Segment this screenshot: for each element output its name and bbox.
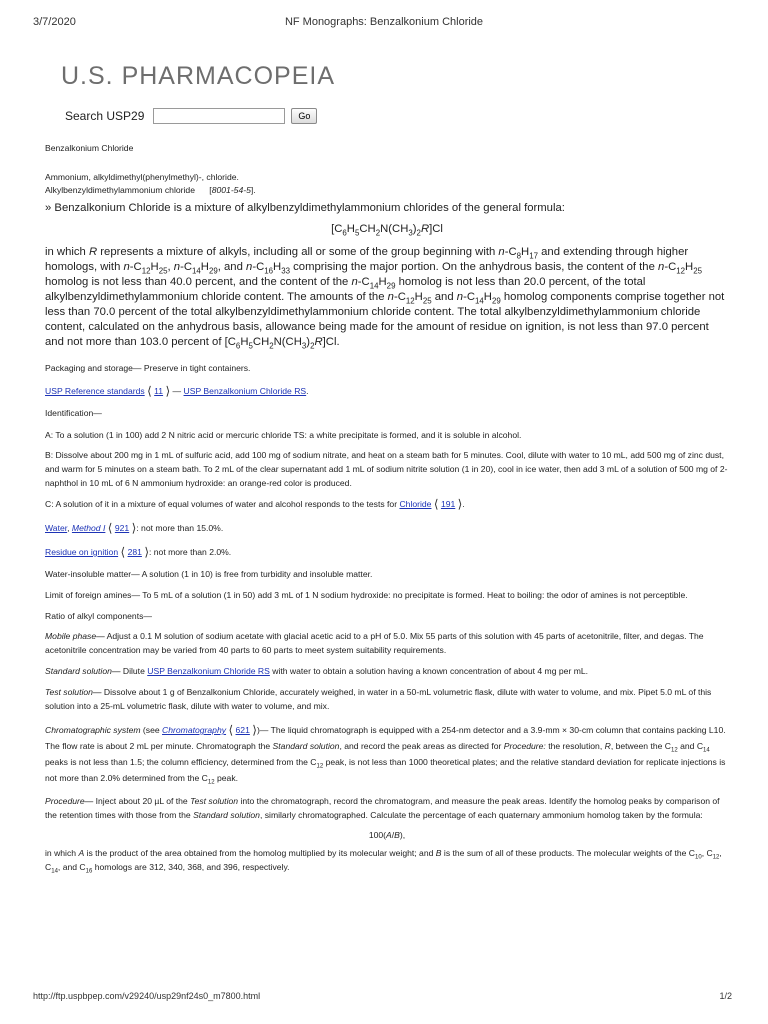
chapter-921-link[interactable]: 921: [114, 523, 130, 533]
limit-foreign-amines: Limit of foreign amines— To 5 mL of a solution (1 in 50) add 3 mL of 1 N sodium hydroxide: no precipitate is formed. Heat to boiling: the odor of amines is not perceptible.: [45, 590, 688, 600]
test-solution: Test solution— Dissolve about 1 g of Benzalkonium Chloride, accurately weighed, in water in a 50-mL volumetric flask, dilute with water to volume, and mix. Pipet 5.0 mL of this solution into a 25-mL volumetric flask, dilute with water to volume, and mix.: [45, 687, 712, 711]
procedure: Procedure— Inject about 20 µL of the Test solution into the chromatograph, record the chromatogram, and measure the peak areas. Identify the homolog peaks by comparison of the retention times with those from the Standard solution, similarly chromatographed. Calculate the percentage of each quaternary ammonium homolog taken by the formula:: [45, 796, 720, 820]
packaging-storage: Packaging and storage— Preserve in tight containers.: [45, 363, 251, 373]
identification-c: C: A solution of it in a mixture of equal volumes of water and alcohol responds to the tests for Chloride ⟨ 191 ⟩.: [45, 497, 465, 511]
water-insoluble-matter: Water-insoluble matter— A solution (1 in 10) is free from turbidity and insoluble matter.: [45, 569, 373, 579]
reference-standards: USP Reference standards ⟨ 11 ⟩ — USP Benzalkonium Chloride RS.: [45, 384, 309, 398]
identification-heading: Identification—: [45, 408, 102, 418]
synonym-2: Alkylbenzyldimethylammonium chloride: [45, 185, 195, 195]
mobile-phase: Mobile phase— Adjust a 0.1 M solution of sodium acetate with glacial acetic acid to a pH of 5.0. Mix 55 parts of this solution with 45 parts of acetonitrile, filter, and degas. The acetonitrile concentration may be varied from 40 parts to 60 parts to meet system suitability requirements.: [45, 631, 704, 655]
chloride-link[interactable]: Chloride: [399, 499, 432, 509]
chemical-names: Ammonium, alkyldimethyl(phenylmethyl)-, chloride. Alkylbenzyldimethylammonium chloride [8001-54-5].: [45, 172, 256, 195]
cas-number: 8001-54-5: [211, 185, 251, 195]
page-number: 1/2: [719, 991, 732, 1001]
ratio-heading: Ratio of alkyl components—: [45, 611, 152, 621]
general-formula: $[C_6H_5CH_2N(CH_3)_2R]Cl$: [331, 223, 443, 238]
percentage-formula: 100(A/B),: [368, 830, 406, 840]
chapter-11-link[interactable]: 11: [154, 386, 164, 396]
chromatographic-system: Chromatographic system (see Chromatography ⟨ 621 ⟩)— The liquid chromatograph is equipped with a 254-nm detector and a 3.9-mm × 30-cm column that contains packing L10. The flow rate is about 2 mL per minute. Chromatograph the Standard solution, and record the peak areas as directed for Procedure: the resolution, R, between the $C_{12}$ and $C_{14}$ peaks is not less than 1.5; the column efficiency, determined from the $C_{12}$ peak, is not less than 1000 theoretical plates; and the relative standard deviation for replicate injections is not more than 2.0% determined from the $C_{12}$ peak.: [45, 723, 726, 786]
monograph-title: Benzalkonium Chloride: [45, 143, 134, 153]
usp-reference-standards-link[interactable]: USP Reference standards: [45, 386, 145, 396]
usp-logo[interactable]: U.S. PHARMACOPEIA: [61, 62, 335, 90]
identification-b: B: Dissolve about 200 mg in 1 mL of sulfuric acid, add 100 mg of sodium nitrate, and heat on a steam bath for 5 minutes. Cool, dilute with water to 10 mL, add 500 mg of zinc dust, and warm for 5 minutes on a steam bath. To 2 mL of the clear supernatant add 1 mL of sodium nitrite solution (1 in 20), cool in ice water, then add 3 mL of a solution of 500 mg of 2-naphthol in 10 mL of 6 N ammonium hydroxide: an orange-red color is produced.: [45, 450, 728, 488]
formula-explanation: in which A is the product of the area obtained from the homolog multiplied by its molecular weight; and B is the sum of all of these products. The molecular weights of the $C_{10}$, $C_{12}$, $C_{14}$, and $C_{16}$ homologs are 312, 340, 368, and 396, respectively.: [45, 848, 722, 875]
go-button[interactable]: Go: [291, 108, 317, 124]
search-bar: [65, 105, 317, 127]
monograph-content: [45, 141, 729, 883]
water-link[interactable]: Water: [45, 523, 68, 533]
print-url: http://ftp.uspbpep.com/v29240/usp29nf24s0_m7800.html: [33, 991, 261, 1001]
identification-a: A: To a solution (1 in 100) add 2 N nitric acid or mercuric chloride TS: a white precipitate is formed, and it is soluble in alcohol.: [45, 430, 522, 440]
water-test: Water, Method I ⟨ 921 ⟩: not more than 15.0%.: [45, 521, 224, 535]
search-label: Search USP29: [65, 109, 145, 123]
synonym-1: Ammonium, alkyldimethyl(phenylmethyl)-, chloride.: [45, 172, 239, 182]
chapter-191-link[interactable]: 191: [440, 499, 456, 509]
usp-benzalkonium-rs-link-2[interactable]: USP Benzalkonium Chloride RS: [147, 666, 270, 676]
chapter-621-link[interactable]: 621: [235, 725, 250, 735]
print-title: NF Monographs: Benzalkonium Chloride: [284, 16, 484, 28]
print-date: 3/7/2020: [33, 16, 76, 28]
definition-body: in which R represents a mixture of alkyls, including all or some of the group beginning with $n-C_8H_{17}$ and extending through higher homologs, with $n-C_{12}H_{25}$, $n-C_{14}H_{29}$, and $n-C_{16}H_{33}$ comprising the major portion. On the anhydrous basis, the content of the $n-C_{12}H_{25}$ homolog is not less than 40.0 percent, and the content of the $n-C_{14}H_{29}$ homolog is not less than 20.0 percent, of the total alkylbenzyldimethylammonium chloride content. The amounts of the $n-C_{12}H_{25}$ and $n-C_{14}H_{29}$ homolog components comprise together not less than 70.0 percent of the total alkylbenzyldimethylammonium chloride content. The total alkylbenzyldimethylammonium chloride content, calculated on the anhydrous basis, allowance being made for the amount of residue on ignition, is not less than 97.0 percent and not more than 103.0 percent of $[C_6H_5CH_2N(CH_3)_2R]Cl$.: [45, 246, 725, 351]
chromatography-link[interactable]: Chromatography: [162, 725, 227, 735]
method-i-link[interactable]: Method I: [71, 523, 106, 533]
standard-solution: Standard solution— Dilute USP Benzalkonium Chloride RS with water to obtain a solution having a known concentration of about 4 mg per mL.: [45, 666, 589, 676]
residue-on-ignition: Residue on ignition ⟨ 281 ⟩: not more than 2.0%.: [45, 545, 232, 559]
search-input[interactable]: [153, 108, 285, 124]
usp-benzalkonium-rs-link[interactable]: USP Benzalkonium Chloride RS: [183, 386, 307, 396]
chapter-281-link[interactable]: 281: [127, 547, 142, 557]
residue-on-ignition-link[interactable]: Residue on ignition: [45, 547, 119, 557]
definition-intro: » Benzalkonium Chloride is a mixture of alkylbenzyldimethylammonium chlorides of the general formula:: [45, 202, 565, 214]
